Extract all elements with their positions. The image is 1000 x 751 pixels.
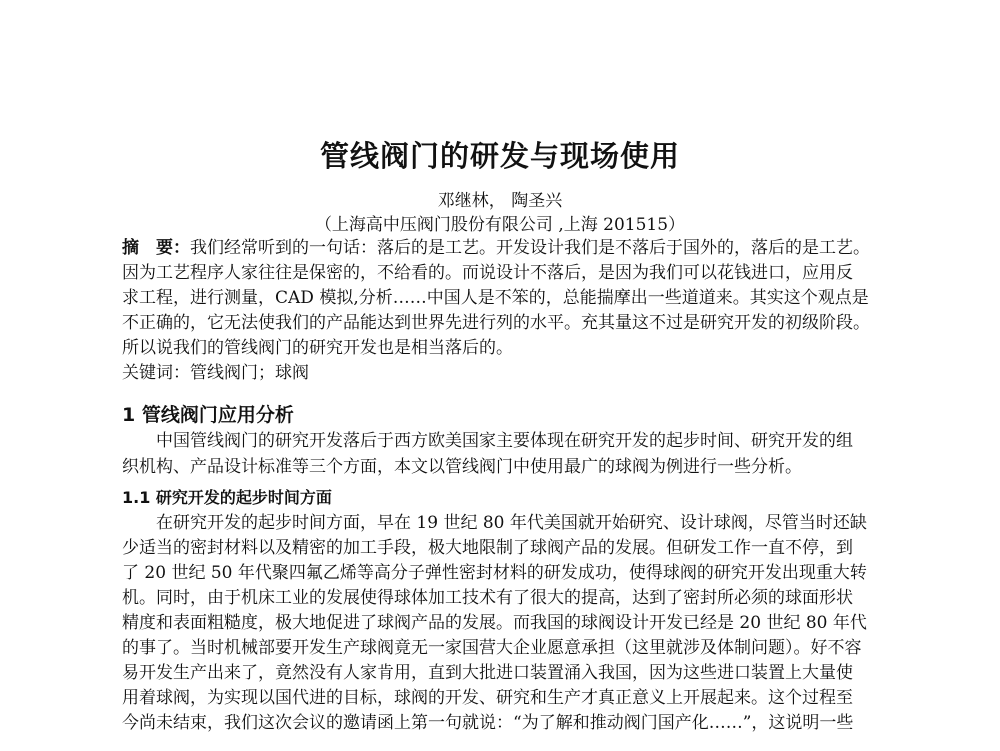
abstract-line bbox=[122, 236, 882, 260]
paragraph-line: 易开发生产出来了，竟然没有人家肯用，直到大批进口装置涌入我国，因为这些进口装置上大量使 bbox=[122, 663, 853, 683]
paragraph-line: 精度和表面粗糙度，极大地促进了球阀产品的发展。而我国的球阀设计开发已经是 20 世纪 80 年代 bbox=[122, 613, 867, 633]
paragraph-line: 今尚未结束，我们这次会议的邀请函上第一句就说：“为了解和推动阀门国产化……”，这说明一些 bbox=[122, 713, 854, 733]
abstract-line: 因为工艺程序人家往往是保密的，不给看的。而说设计不落后，是因为我们可以花钱进口，应用反 bbox=[122, 263, 853, 283]
paragraph-line: 织机构、产品设计标准等三个方面，本文以管线阀门中使用最广的球阀为例进行一些分析。 bbox=[122, 457, 802, 477]
keywords-text: 管线阀门；球阀 bbox=[190, 363, 309, 383]
section-heading-1: 1 管线阀门应用分析 bbox=[122, 404, 294, 426]
authors: 邓继林， 陶圣兴 bbox=[437, 191, 563, 211]
abstract-label: 摘 要： bbox=[122, 238, 190, 258]
abstract-line: 求工程，进行测量，CAD 模拟,分析……中国人是不笨的，总能揣摩出一些道道来。其实这个观点是 bbox=[122, 288, 869, 308]
keywords-line bbox=[122, 361, 882, 385]
paragraph-line: 在研究开发的起步时间方面，早在 19 世纪 80 年代美国就开始研究、设计球阀，尽管当时还缺 bbox=[156, 513, 867, 533]
paragraph-line: 中国管线阀门的研究开发落后于西方欧美国家主要体现在研究开发的起步时间、研究开发的组 bbox=[156, 431, 853, 451]
affiliation: （上海高中压阀门股份有限公司 ,上海 201515） bbox=[314, 215, 686, 235]
paragraph-line: 了 20 世纪 50 年代聚四氟乙烯等高分子弹性密封材料的研发成功，使得球阀的研究开发出现重大转 bbox=[122, 563, 867, 583]
paragraph-line: 少适当的密封材料以及精密的加工手段，极大地限制了球阀产品的发展。但研发工作一直不停，到 bbox=[122, 538, 853, 558]
abstract-line: 不正确的，它无法使我们的产品能达到世界先进行列的水平。充其量这不过是研究开发的初级阶段。 bbox=[122, 313, 870, 333]
keywords-label: 关键词： bbox=[122, 363, 190, 383]
paragraph-line: 机。同时，由于机床工业的发展使得球体加工技术有了很大的提高，达到了密封所必须的球面形状 bbox=[122, 588, 853, 608]
abstract-line: 所以说我们的管线阀门的研究开发也是相当落后的。 bbox=[122, 338, 513, 358]
section-heading-1-1: 1.1 研究开发的起步时间方面 bbox=[122, 488, 332, 507]
paper-title: 管线阀门的研发与现场使用 bbox=[319, 139, 680, 173]
abstract-text: 我们经常听到的一句话：落后的是工艺。开发设计我们是不落后于国外的，落后的是工艺。 bbox=[190, 238, 870, 258]
paragraph-line: 的事了。当时机械部要开发生产球阀竟无一家国营大企业愿意承担（这里就涉及体制问题）。好不容 bbox=[122, 638, 862, 658]
paragraph-line: 用着球阀，为实现以国代进的目标，球阀的开发、研究和生产才真正意义上开展起来。这个过程至 bbox=[122, 688, 853, 708]
